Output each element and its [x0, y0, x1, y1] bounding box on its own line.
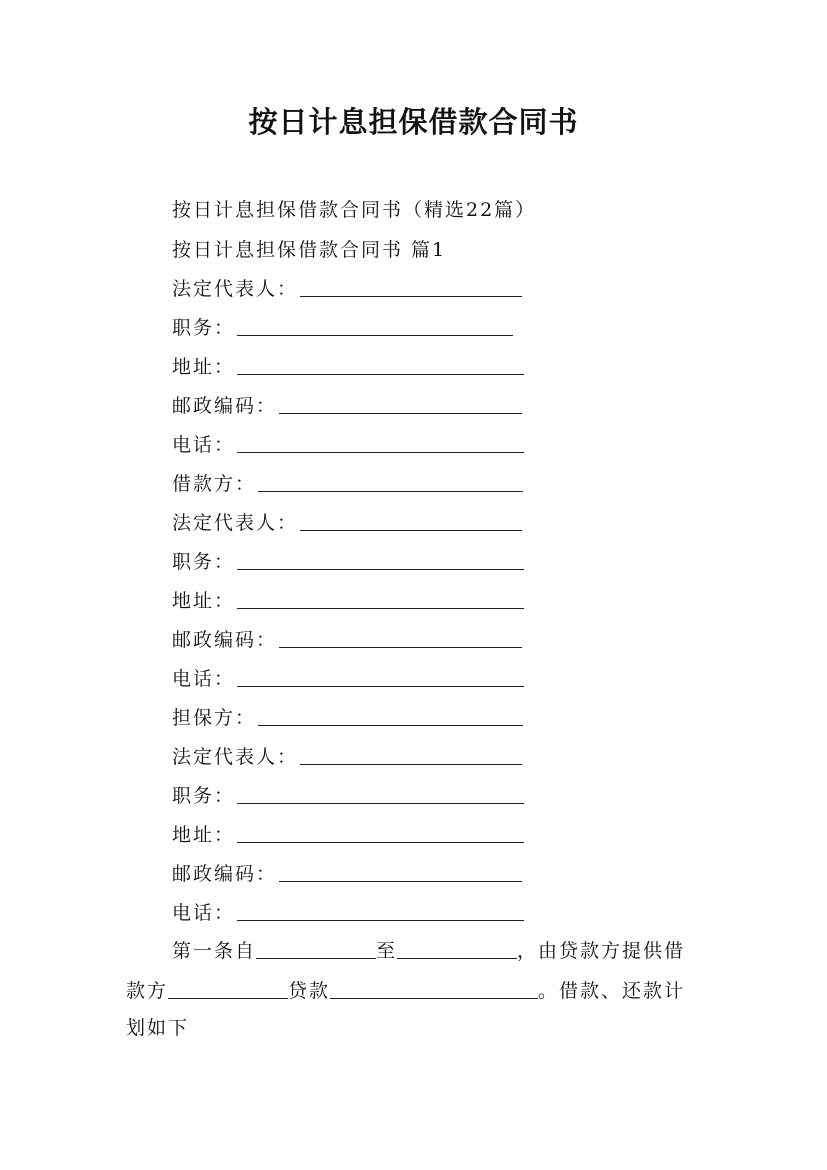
- clause-text: 第一条自: [172, 940, 257, 962]
- field-label: 法定代表人：: [172, 278, 299, 300]
- field-position-1: [172, 314, 513, 342]
- field-legal-rep-2: [172, 509, 522, 537]
- field-guarantor: [172, 704, 523, 732]
- field-label: 邮政编码：: [172, 629, 278, 651]
- field-legal-rep-1: [172, 275, 522, 303]
- clause-1-line-3: [126, 1013, 189, 1043]
- clause-text: 划如下: [126, 1017, 190, 1039]
- clause-text: 款方: [126, 980, 169, 1002]
- clause-text: 至: [376, 940, 398, 962]
- field-phone-2: [172, 665, 524, 693]
- fill-blank: [237, 900, 524, 921]
- document-subtitle: 按日计息担保借款合同书（精选22篇）: [172, 199, 537, 221]
- field-label: 电话：: [172, 668, 236, 690]
- fill-blank: [237, 432, 524, 453]
- field-position-2: [172, 548, 524, 576]
- field-address-2: [172, 587, 524, 615]
- field-address-1: [172, 353, 524, 381]
- fill-blank: [237, 588, 524, 609]
- fill-blank: [237, 315, 513, 336]
- field-label: 担保方：: [172, 707, 257, 729]
- field-label: 法定代表人：: [172, 746, 299, 768]
- fill-blank: [258, 471, 523, 492]
- clause-text: 。借款、还款计: [538, 980, 686, 1002]
- field-label: 电话：: [172, 902, 236, 924]
- clause-text: ，由贷款方提供借: [517, 940, 686, 962]
- fill-blank: [300, 744, 522, 765]
- field-label: 借款方：: [172, 473, 257, 495]
- fill-blank: [237, 549, 524, 570]
- fill-blank: [279, 393, 522, 414]
- fill-blank: [237, 666, 524, 687]
- field-label: 职务：: [172, 551, 236, 573]
- fill-blank: [300, 276, 522, 297]
- fill-blank: [168, 978, 288, 999]
- fill-blank: [237, 822, 524, 843]
- fill-blank: [256, 938, 376, 959]
- fill-blank: [258, 705, 523, 726]
- fill-blank: [330, 978, 538, 999]
- field-label: 法定代表人：: [172, 512, 299, 534]
- clause-1-line-2: [126, 976, 685, 1006]
- fill-blank: [397, 938, 517, 959]
- field-postcode-2: [172, 626, 522, 654]
- field-postcode-3: [172, 860, 522, 888]
- field-label: 电话：: [172, 434, 236, 456]
- field-postcode-1: [172, 392, 522, 420]
- field-position-3: [172, 782, 524, 810]
- clause-text: 贷款: [288, 980, 331, 1002]
- clause-1-line-1: [172, 936, 685, 966]
- field-label: 地址：: [172, 824, 236, 846]
- fill-blank: [300, 510, 522, 531]
- field-label: 邮政编码：: [172, 395, 278, 417]
- fill-blank: [279, 861, 522, 882]
- field-phone-3: [172, 899, 524, 927]
- field-address-3: [172, 821, 524, 849]
- field-label: 职务：: [172, 785, 236, 807]
- section-heading: 按日计息担保借款合同书 篇1: [172, 239, 447, 261]
- document-title: 按日计息担保借款合同书: [248, 105, 579, 139]
- field-label: 职务：: [172, 317, 236, 339]
- field-phone-1: [172, 431, 524, 459]
- field-label: 地址：: [172, 590, 236, 612]
- field-label: 邮政编码：: [172, 863, 278, 885]
- fill-blank: [279, 627, 522, 648]
- field-label: 地址：: [172, 356, 236, 378]
- field-borrower: [172, 470, 523, 498]
- fill-blank: [237, 354, 524, 375]
- field-legal-rep-3: [172, 743, 522, 771]
- fill-blank: [237, 783, 524, 804]
